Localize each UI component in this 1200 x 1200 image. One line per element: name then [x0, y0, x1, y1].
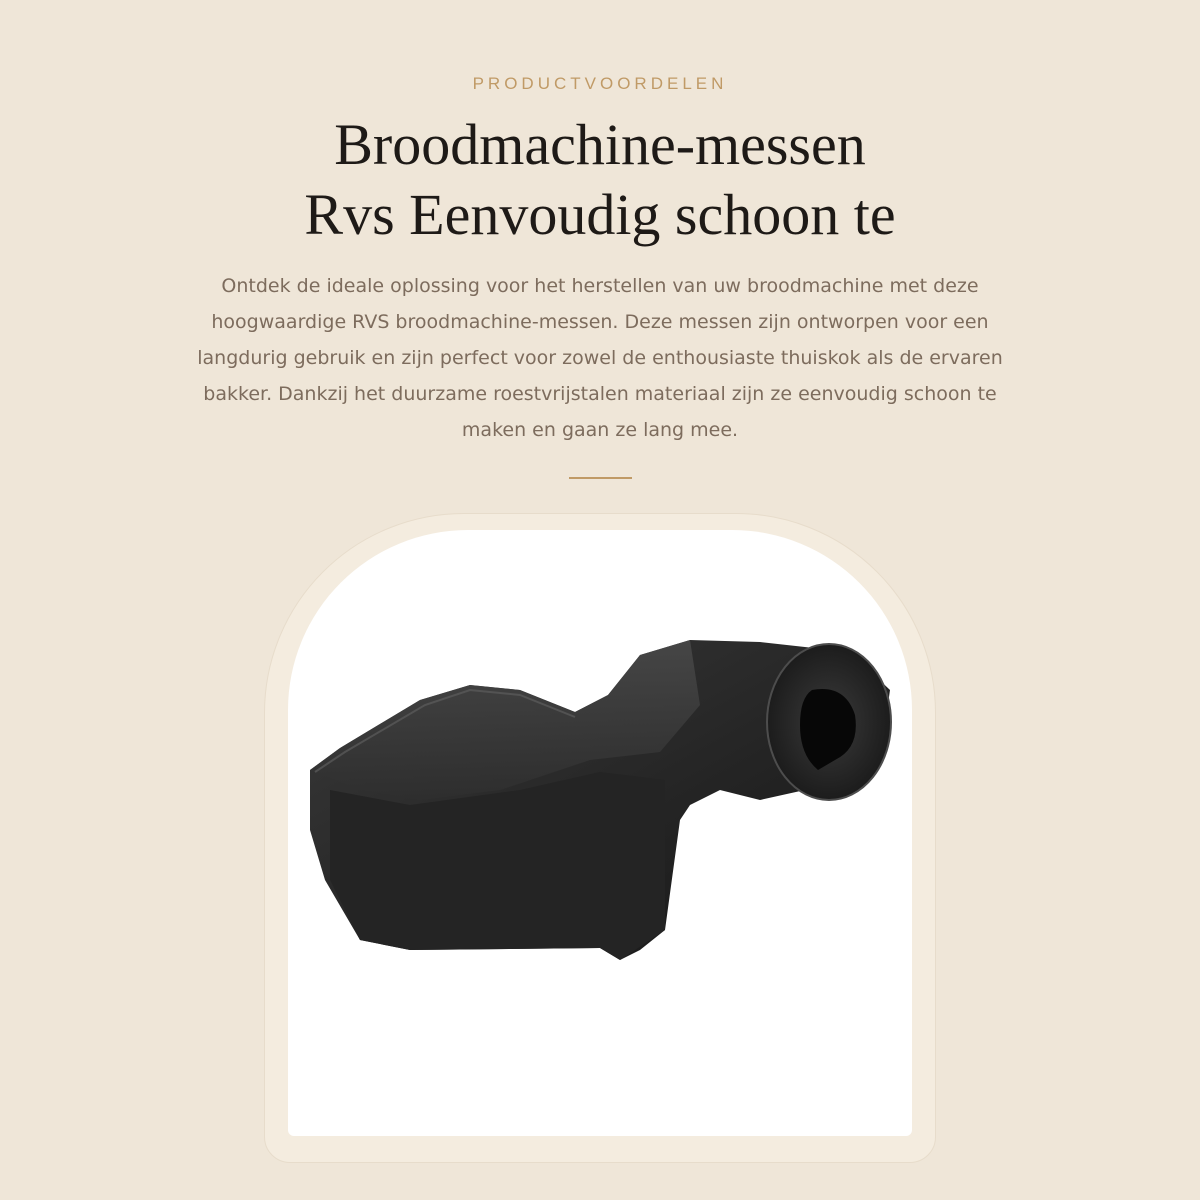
section-divider — [569, 477, 632, 479]
section-eyebrow: PRODUCTVOORDELEN — [472, 74, 728, 93]
section-title — [100, 110, 1100, 250]
kneading-paddle-image — [288, 530, 912, 1136]
section-title-line-1: Broodmachine-messen — [334, 112, 866, 177]
section-title-line-2: Rvs Eenvoudig schoon te — [304, 182, 896, 247]
product-image — [288, 530, 912, 1136]
section-description: Ontdek de ideale oplossing voor het herstellen van uw broodmachine met deze hoogwaardige RVS broodmachine-messen. Deze messen zijn ontworpen voor een langdurig gebruik en zijn perfect voor zowel de enthousiaste thuiskok als de ervaren bakker. Dankzij het duurzame roestvrijstalen materiaal zijn ze eenvoudig schoon te maken en gaan ze lang mee. — [197, 275, 1003, 441]
paddle-front-face — [330, 772, 665, 960]
